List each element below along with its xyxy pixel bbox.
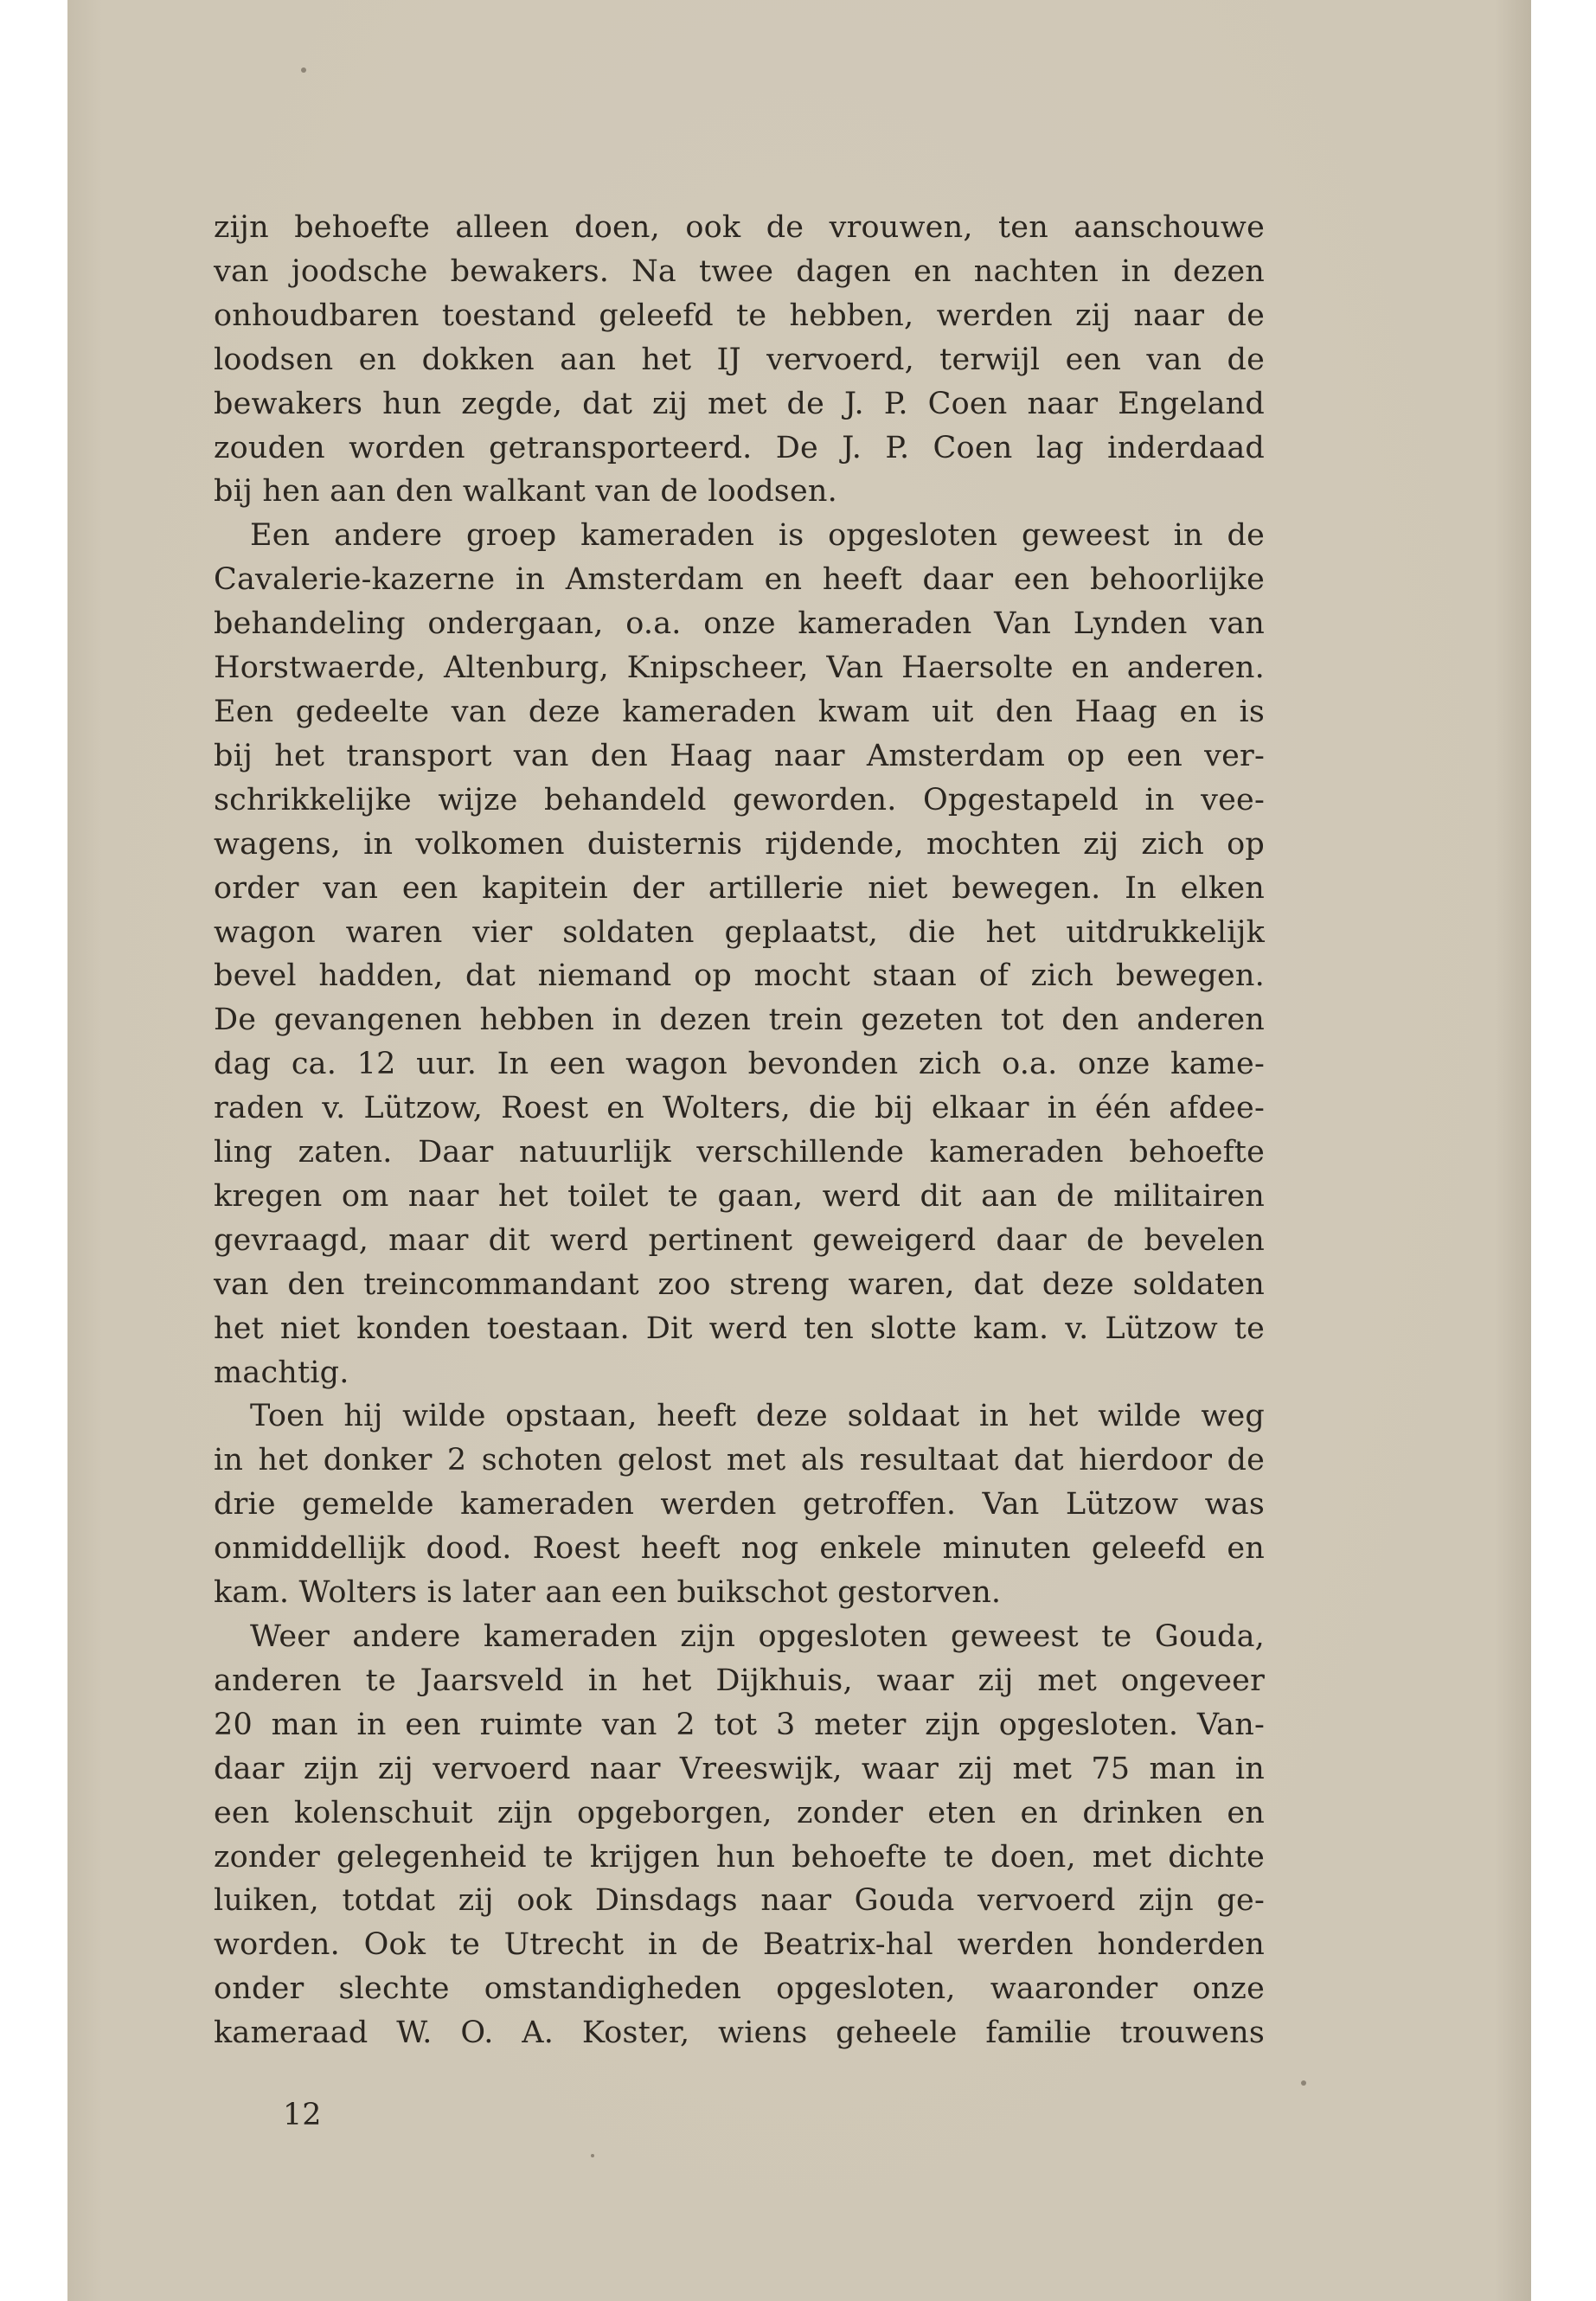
text-line: kameraad W. O. A. Koster, wiens geheele familie trouwens — [214, 2016, 1265, 2051]
text-line: onder slechte omstandigheden opgesloten, waaronder onze — [214, 1971, 1265, 2007]
text-line: het niet konden toestaan. Dit werd ten slotte kam. v. Lützow te — [214, 1311, 1265, 1346]
text-line: bewakers hun zegde, dat zij met de J. P. Coen naar Engeland — [214, 386, 1265, 421]
text-line: ling zaten. Daar natuurlijk verschillende kameraden behoefte — [214, 1135, 1265, 1170]
text-line: daar zijn zij vervoerd naar Vreeswijk, waar zij met 75 man in — [214, 1751, 1265, 1786]
text-line: behandeling ondergaan, o.a. onze kameraden Van Lynden van — [214, 606, 1265, 642]
text-line: bij het transport van den Haag naar Amsterdam op een ver- — [214, 738, 1265, 773]
paper-speck — [301, 67, 306, 73]
text-line: raden v. Lützow, Roest en Wolters, die bij elkaar in één afdee- — [214, 1091, 1265, 1126]
paragraph — [214, 1394, 1265, 1615]
text-line: schrikkelijke wijze behandeld geworden. Opgestapeld in vee- — [214, 782, 1265, 817]
paper-speck — [1301, 2080, 1306, 2086]
paragraph — [214, 206, 1265, 514]
text-line: anderen te Jaarsveld in het Dijkhuis, waar zij met ongeveer — [214, 1663, 1265, 1698]
text-line: drie gemelde kameraden werden getroffen. Van Lützow was — [214, 1487, 1265, 1522]
text-line: onmiddellijk dood. Roest heeft nog enkele minuten geleefd en — [214, 1531, 1265, 1567]
text-line: Een gedeelte van deze kameraden kwam uit den Haag en is — [214, 694, 1265, 729]
text-line: dag ca. 12 uur. In een wagon bevonden zich o.a. onze kame- — [214, 1047, 1265, 1082]
page-number: 12 — [283, 2098, 322, 2132]
text-line: Een andere groep kameraden is opgesloten geweest in de — [250, 518, 1265, 554]
text-line: worden. Ook te Utrecht in de Beatrix-hal werden honderden — [214, 1927, 1265, 1963]
text-line: wagens, in volkomen duisternis rijdende, mochten zij zich op — [214, 826, 1265, 862]
text-line: van den treincommandant zoo streng waren, dat deze soldaten — [214, 1266, 1265, 1302]
text-line: luiken, totdat zij ook Dinsdags naar Gouda vervoerd zijn ge- — [214, 1883, 1265, 1919]
text-line: van joodsche bewakers. Na twee dagen en nachten in dezen — [214, 253, 1265, 289]
text-line: zijn behoefte alleen doen, ook de vrouwen, ten aanschouwe — [214, 210, 1265, 245]
text-line: Weer andere kameraden zijn opgesloten geweest te Gouda, — [250, 1619, 1265, 1654]
text-line: Horstwaerde, Altenburg, Knipscheer, Van Haersolte en anderen. — [214, 651, 1265, 686]
text-line: kregen om naar het toilet te gaan, werd dit aan de militairen — [214, 1178, 1265, 1214]
text-line: Cavalerie-kazerne in Amsterdam en heeft daar een behoorlijke — [214, 562, 1265, 598]
text-line: bevel hadden, dat niemand op mocht staan of zich bewegen. — [214, 958, 1265, 994]
text-line: order van een kapitein der artillerie niet bewegen. In elken — [214, 870, 1265, 906]
text-line: een kolenschuit zijn opgeborgen, zonder eten en drinken en — [214, 1795, 1265, 1830]
text-line: onhoudbaren toestand geleefd te hebben, werden zij naar de — [214, 298, 1265, 333]
text-line: gevraagd, maar dit werd pertinent geweigerd daar de bevelen — [214, 1222, 1265, 1258]
text-line: in het donker 2 schoten gelost met als resultaat dat hierdoor de — [214, 1443, 1265, 1478]
body-text — [214, 206, 1265, 2074]
paper-speck — [591, 2154, 594, 2157]
text-line: bij hen aan den walkant van de loodsen. — [214, 474, 837, 510]
text-line: Toen hij wilde opstaan, heeft deze soldaat in het wilde weg — [250, 1399, 1265, 1434]
text-line: 20 man in een ruimte van 2 tot 3 meter zijn opgesloten. Van- — [214, 1707, 1265, 1742]
text-line: zonder gelegenheid te krijgen hun behoefte te doen, met dichte — [214, 1839, 1265, 1875]
text-line: zouden worden getransporteerd. De J. P. Coen lag inderdaad — [214, 430, 1265, 465]
text-line: machtig. — [214, 1355, 349, 1390]
text-line: loodsen en dokken aan het IJ vervoerd, terwijl een van de — [214, 342, 1265, 377]
text-line: De gevangenen hebben in dezen trein gezeten tot den anderen — [214, 1003, 1265, 1038]
paragraph — [214, 514, 1265, 1394]
text-line: wagon waren vier soldaten geplaatst, die het uitdrukkelijk — [214, 914, 1265, 950]
paragraph — [214, 1615, 1265, 2055]
text-line: kam. Wolters is later aan een buikschot gestorven. — [214, 1575, 1002, 1611]
